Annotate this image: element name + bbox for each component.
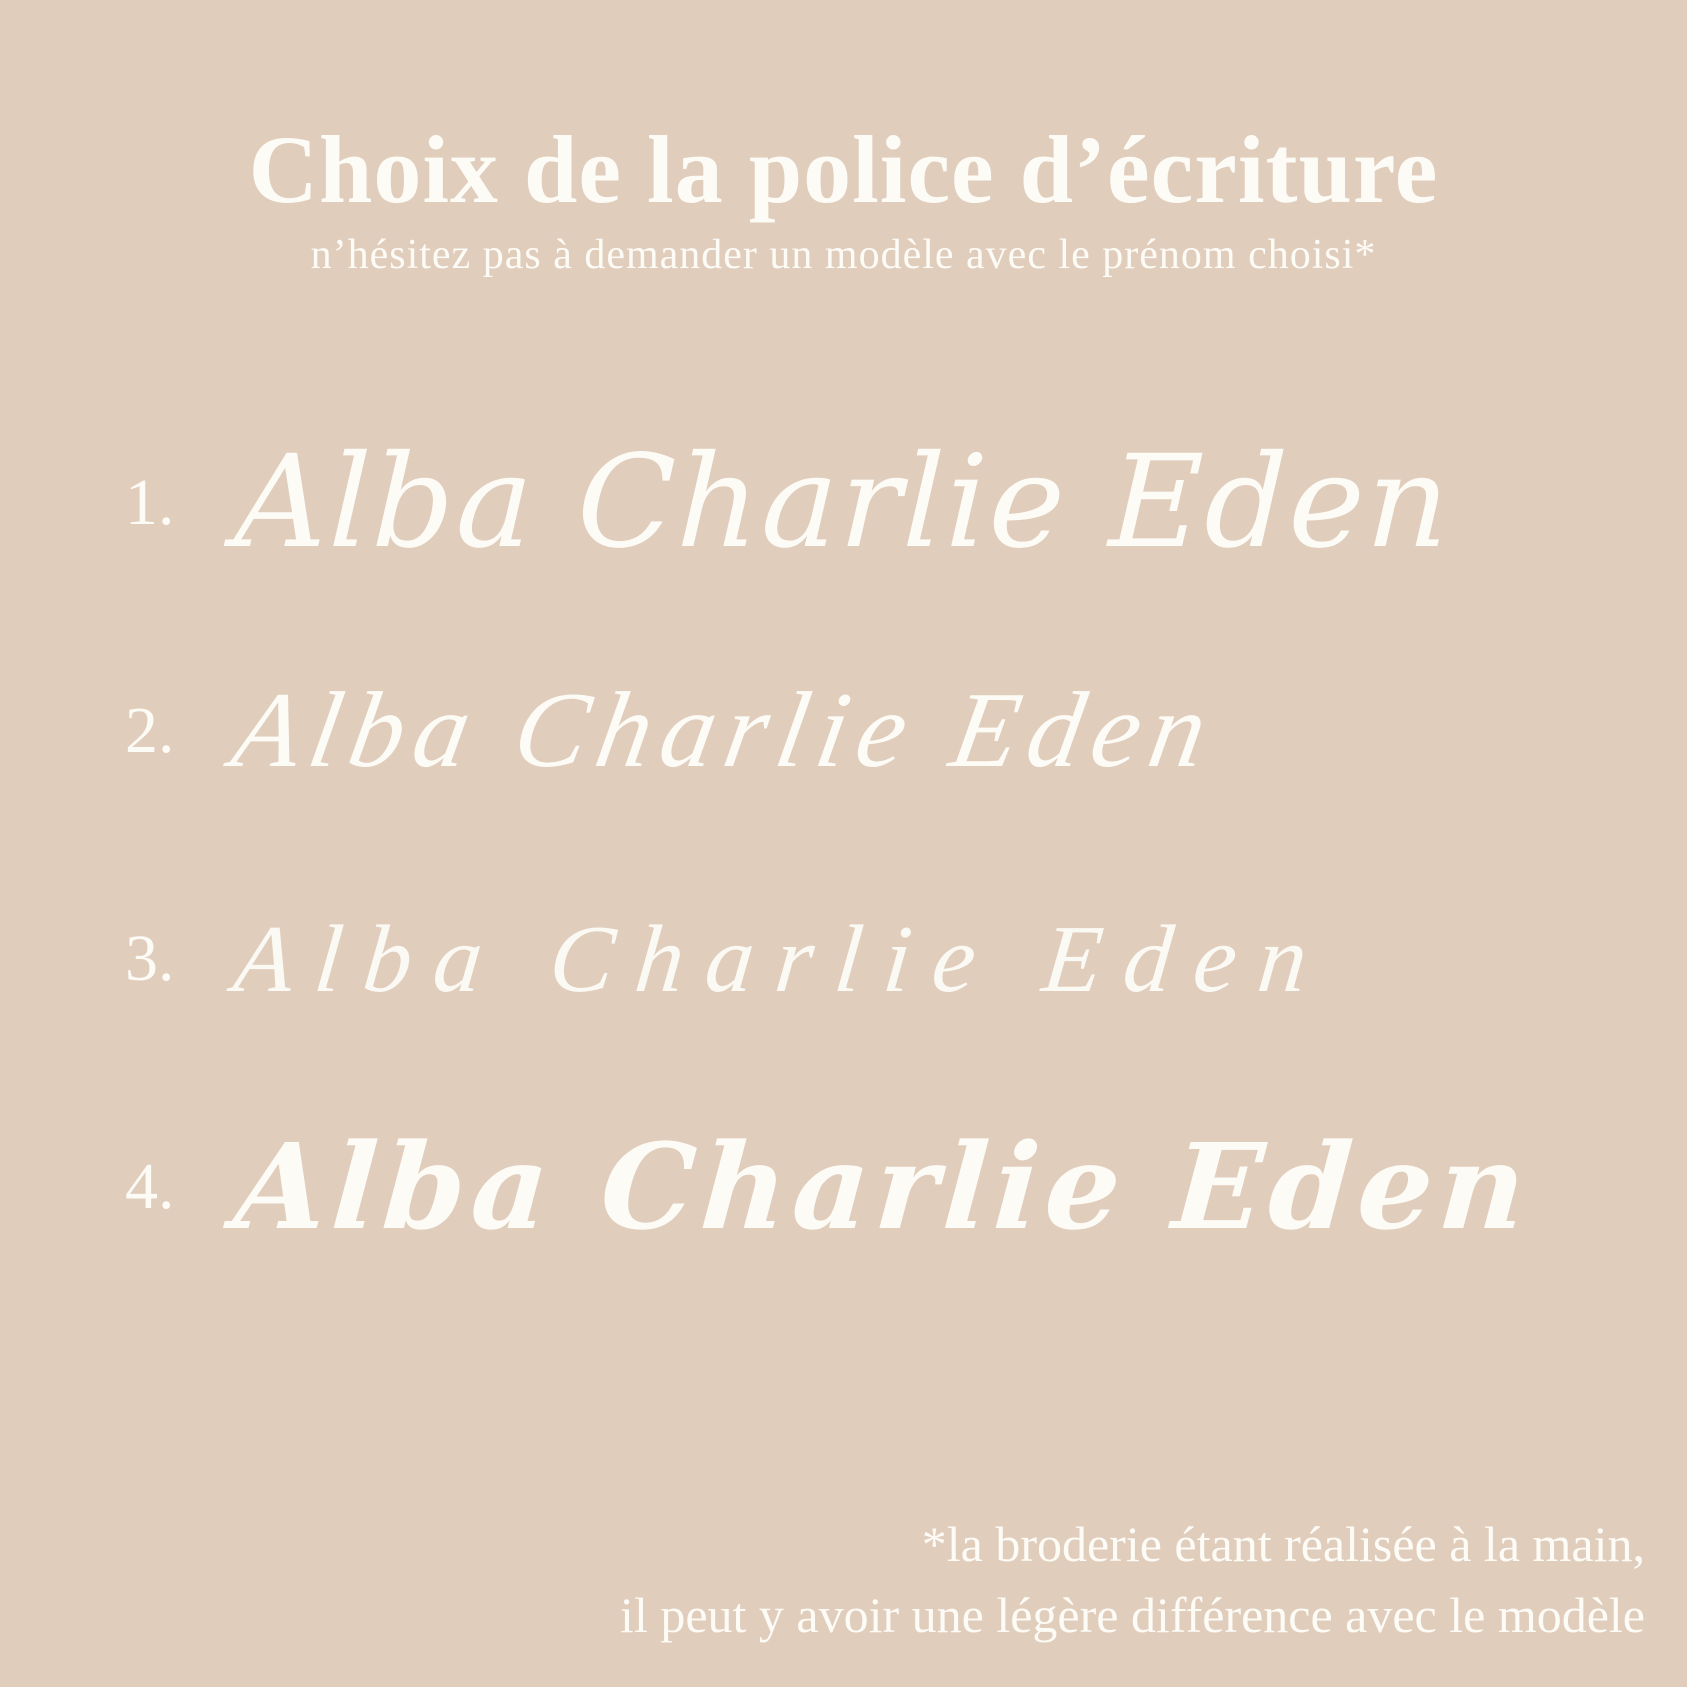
font-options-list: [0, 389, 1687, 1301]
footnote-line-2: il peut y avoir une légère différence avec le modèle: [620, 1587, 1645, 1643]
font-option-row-3: [0, 845, 1687, 1073]
option-number-1: 1.: [125, 465, 175, 539]
option-number-4: 4.: [125, 1149, 175, 1223]
header: [0, 0, 1687, 279]
option-number-3: 3.: [125, 921, 175, 995]
font-sample-4: Alba Charlie Eden: [230, 1117, 1536, 1257]
page-title: Choix de la police d’écriture: [248, 116, 1439, 223]
page-subtitle: n’hésitez pas à demander un modèle avec le prénom choisi*: [310, 231, 1377, 278]
option-number-2: 2.: [125, 693, 175, 767]
font-sample-3: Alba Charlie Eden: [229, 905, 1335, 1013]
font-option-row-4: [0, 1073, 1687, 1301]
font-sample-1: Alba Charlie Eden: [232, 428, 1454, 578]
footnote: [620, 1509, 1645, 1651]
font-option-row-2: [0, 617, 1687, 845]
footnote-line-1: *la broderie étant réalisée à la main,: [921, 1516, 1645, 1572]
font-option-row-1: [0, 389, 1687, 617]
font-sample-2: Alba Charlie Eden: [224, 670, 1226, 790]
